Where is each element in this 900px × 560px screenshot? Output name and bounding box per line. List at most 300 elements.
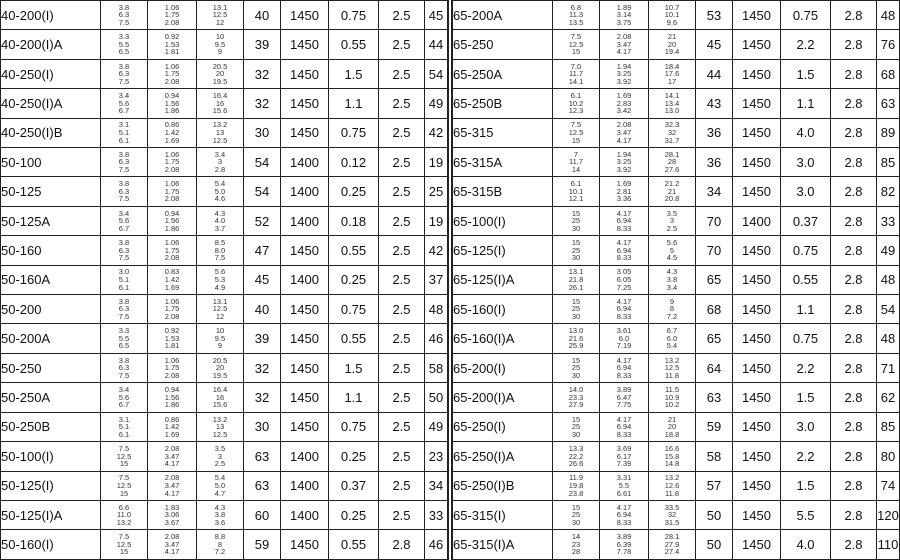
q-values-cell [553,177,600,206]
q-value: 3.3 [118,32,130,42]
npsh-cell: 2.8 [379,530,425,560]
table-row [1,442,448,471]
h-value: 0.83 [164,267,180,277]
p-value: 11.8 [664,370,680,380]
q-value: 5.6 [118,98,130,108]
p-value: 13.2 [664,355,680,365]
table-row [1,353,448,382]
q-value: 5.5 [118,333,130,343]
p-values-cell [649,177,696,206]
q-value: 5.6 [118,216,130,226]
p-value: 21 [667,186,677,196]
h-value: 0.94 [164,208,180,218]
w-cell: 82 [877,177,900,206]
npsh-cell: 2.8 [831,295,877,324]
p-value: 2.8 [214,165,226,175]
rpm-cell: 1450 [733,383,781,412]
h-value: 1.75 [164,245,180,255]
h-values-cell [148,383,197,412]
w-cell: 48 [877,265,900,294]
h-value: 2.08 [164,532,180,542]
q-values-cell [101,177,148,206]
hm-cell: 58 [696,442,733,471]
h-value: 1.75 [164,69,180,79]
model-cell: 50-125A [1,206,101,235]
kw-cell: 2.2 [781,30,831,59]
p-value: 3 [217,451,223,461]
npsh-cell: 2.5 [379,471,425,500]
p-value: 12.5 [212,304,228,314]
hm-cell: 30 [244,412,281,441]
h-value: 4.17 [616,208,632,218]
p-values-cell [197,530,244,560]
h-value: 3.92 [616,76,632,86]
p-value: 10.1 [664,10,680,20]
model-cell: 40-250(I) [1,59,101,88]
q-value: 6.3 [118,186,130,196]
q-values-cell [101,206,148,235]
rpm-cell: 1450 [733,265,781,294]
q-value: 7.5 [570,32,582,42]
p-values-cell [649,295,696,324]
w-cell: 63 [877,89,900,118]
npsh-cell: 2.8 [831,206,877,235]
p-value: 17 [667,76,677,86]
p-value: 5.6 [214,267,226,277]
kw-cell: 1.5 [781,383,831,412]
h-value: 4.17 [616,47,632,57]
hm-cell: 47 [244,236,281,265]
q-value: 7 [573,149,579,159]
p-value: 13.2 [664,473,680,483]
h-values-cell [600,148,649,177]
h-value: 3.47 [616,39,632,49]
p-value: 16.4 [212,91,228,101]
h-value: 4.17 [164,547,180,557]
p-value: 3.8 [666,275,678,285]
h-value: 1.86 [164,400,180,410]
hm-cell: 32 [244,383,281,412]
q-value: 13.3 [568,443,584,453]
q-value: 12.5 [568,128,584,138]
hm-cell: 63 [244,471,281,500]
w-cell: 48 [425,295,448,324]
w-cell: 58 [425,353,448,382]
q-value: 30 [571,253,581,263]
q-value: 3.1 [118,414,130,424]
p-value: 13 [215,422,225,432]
model-cell: 65-125(I) [453,236,553,265]
p-value: 4.6 [214,194,226,204]
p-value: 3 [669,216,675,226]
p-value: 3.5 [214,443,226,453]
npsh-cell: 2.5 [379,295,425,324]
table-row [453,353,900,382]
p-value: 12.5 [664,363,680,373]
rpm-cell: 1450 [281,59,329,88]
h-value: 1.69 [616,91,632,101]
p-value: 4.9 [214,282,226,292]
kw-cell: 3.0 [781,412,831,441]
p-value: 18.4 [664,61,680,71]
model-cell: 50-160 [1,236,101,265]
h-value: 2.08 [164,370,180,380]
p-value: 9 [217,341,223,351]
model-cell: 65-250 [453,30,553,59]
h-values-cell [148,236,197,265]
h-values-cell [600,500,649,529]
w-cell: 71 [877,353,900,382]
q-values-cell [553,442,600,471]
h-value: 3.69 [616,443,632,453]
q-values-cell [553,530,600,560]
p-value: 3.4 [214,149,226,159]
p-value: 9 [217,47,223,57]
p-value: 9.6 [666,18,678,27]
kw-cell: 0.75 [329,295,379,324]
q-value: 14 [571,165,581,175]
q-value: 3.0 [118,267,130,277]
h-value: 3.89 [616,385,632,395]
w-cell: 62 [877,383,900,412]
q-value: 26.1 [568,282,584,292]
q-values-cell [553,30,600,59]
h-value: 3.14 [616,10,632,20]
h-values-cell [600,177,649,206]
table-row [453,118,900,147]
h-value: 1.83 [164,502,180,512]
h-values-cell [148,206,197,235]
h-value: 3.67 [164,517,180,527]
table-row [453,265,900,294]
h-value: 1.75 [164,186,180,196]
kw-cell: 0.75 [329,1,379,30]
h-value: 1.75 [164,157,180,167]
table-row [453,148,900,177]
h-value: 3.47 [164,480,180,490]
q-value: 14 [571,532,581,542]
q-value: 7.5 [118,18,130,27]
hm-cell: 44 [696,59,733,88]
q-value: 7.5 [118,370,130,380]
q-values-cell [553,324,600,353]
p-value: 5.3 [214,275,226,285]
p-value: 12.5 [212,429,228,439]
p-values-cell [649,265,696,294]
q-value: 5.6 [118,392,130,402]
q-values-cell [553,148,600,177]
h-values-cell [600,59,649,88]
kw-cell: 1.5 [329,353,379,382]
q-value: 30 [571,429,581,439]
hm-cell: 54 [244,177,281,206]
rpm-cell: 1450 [733,442,781,471]
q-value: 7.5 [118,165,130,175]
h-value: 3.89 [616,532,632,542]
p-value: 16.6 [664,443,680,453]
h-value: 1.69 [616,179,632,189]
q-value: 6.7 [118,223,130,233]
w-cell: 33 [425,500,448,529]
q-value: 6.1 [118,135,130,145]
p-values-cell [197,177,244,206]
q-value: 25 [571,510,581,520]
w-cell: 42 [425,236,448,265]
rpm-cell: 1400 [281,471,329,500]
p-value: 4.0 [214,216,226,226]
q-value: 6.1 [570,179,582,189]
q-value: 30 [571,223,581,233]
p-values-cell [649,89,696,118]
h-value: 1.69 [164,429,180,439]
h-value: 4.17 [164,459,180,469]
npsh-cell: 2.8 [831,1,877,30]
npsh-cell: 2.5 [379,89,425,118]
q-value: 6.8 [570,2,582,12]
p-value: 8.0 [214,245,226,255]
q-value: 3.4 [118,91,130,101]
p-value: 31.5 [664,517,680,527]
h-value: 4.17 [616,355,632,365]
w-cell: 49 [425,412,448,441]
p-value: 16.4 [212,385,228,395]
table-row [453,89,900,118]
q-values-cell [101,30,148,59]
kw-cell: 1.5 [329,59,379,88]
p-value: 5.0 [214,480,226,490]
hm-cell: 34 [696,177,733,206]
table-row [1,89,448,118]
p-value: 27.6 [664,165,680,175]
h-value: 0.92 [164,326,180,336]
model-cell: 50-160A [1,265,101,294]
rpm-cell: 1450 [733,412,781,441]
w-cell: 76 [877,30,900,59]
q-value: 7.5 [570,120,582,130]
h-value: 8.33 [616,312,632,322]
rpm-cell: 1400 [281,442,329,471]
p-value: 15.6 [212,106,228,116]
p-value: 33.5 [664,502,680,512]
q-value: 11.3 [568,10,584,20]
rpm-cell: 1400 [281,148,329,177]
p-value: 10.7 [664,2,680,12]
table-row [1,236,448,265]
h-value: 3.47 [616,128,632,138]
p-values-cell [649,353,696,382]
p-values-cell [197,206,244,235]
q-value: 15 [571,238,581,248]
q-values-cell [101,118,148,147]
hm-cell: 39 [244,324,281,353]
kw-cell: 1.5 [781,471,831,500]
q-value: 7.5 [118,312,130,322]
p-values-cell [649,471,696,500]
p-value: 28.1 [664,149,680,159]
w-cell: 54 [877,295,900,324]
p-value: 31.7 [664,135,680,145]
q-value: 10.2 [568,98,584,108]
p-value: 5 [669,245,675,255]
q-values-cell [101,500,148,529]
h-value: 3.36 [616,194,632,204]
table-row [453,471,900,500]
p-value: 7.2 [666,312,678,322]
h-value: 4.17 [616,414,632,424]
h-value: 2.83 [616,98,632,108]
w-cell: 110 [877,530,900,560]
model-cell: 65-160(I)A [453,324,553,353]
h-value: 4.17 [616,238,632,248]
w-cell: 33 [877,206,900,235]
table-row [1,30,448,59]
q-value: 13.0 [568,326,584,336]
table-row [453,383,900,412]
model-cell: 50-250 [1,353,101,382]
model-cell: 50-125(I) [1,471,101,500]
kw-cell: 0.37 [781,206,831,235]
q-value: 13.1 [568,267,584,277]
h-value: 1.81 [164,47,180,57]
hm-cell: 32 [244,353,281,382]
p-value: 10 [215,32,225,42]
q-values-cell [553,89,600,118]
p-value: 6.7 [666,326,678,336]
h-value: 6.94 [616,422,632,432]
h-value: 6.94 [616,245,632,255]
p-value: 13.2 [212,120,228,130]
p-value: 10 [215,326,225,336]
hm-cell: 36 [696,148,733,177]
model-cell: 50-100(I) [1,442,101,471]
h-value: 1.75 [164,363,180,373]
h-value: 2.08 [164,253,180,263]
p-value: 7.2 [214,547,226,557]
table-row [1,265,448,294]
h-values-cell [600,206,649,235]
q-value: 13.2 [116,517,132,527]
h-value: 8.33 [616,223,632,233]
p-values-cell [649,530,696,560]
h-value: 2.08 [616,120,632,130]
npsh-cell: 2.5 [379,265,425,294]
kw-cell: 0.25 [329,500,379,529]
hm-cell: 65 [696,324,733,353]
q-value: 22.2 [568,451,584,461]
p-values-cell [197,1,244,30]
hm-cell: 32 [244,89,281,118]
q-value: 6.3 [118,304,130,314]
table-row [453,236,900,265]
h-values-cell [148,265,197,294]
p-value: 3.5 [666,208,678,218]
h-values-cell [148,471,197,500]
q-value: 15 [571,296,581,306]
p-value: 27.9 [664,539,680,549]
kw-cell: 3.0 [781,148,831,177]
model-cell: 40-200(I)A [1,30,101,59]
rpm-cell: 1450 [733,295,781,324]
p-values-cell [197,353,244,382]
q-value: 15 [571,208,581,218]
kw-cell: 0.75 [329,118,379,147]
h-values-cell [600,412,649,441]
h-values-cell [148,148,197,177]
model-cell: 65-200A [453,1,553,30]
kw-cell: 0.55 [781,265,831,294]
kw-cell: 0.12 [329,148,379,177]
hm-cell: 68 [696,295,733,324]
model-cell: 50-200A [1,324,101,353]
p-value: 4.3 [214,208,226,218]
h-value: 6.47 [616,392,632,402]
h-value: 1.06 [164,355,180,365]
rpm-cell: 1450 [733,148,781,177]
kw-cell: 5.5 [781,500,831,529]
q-value: 27.9 [568,400,584,410]
h-value: 5.5 [618,480,630,490]
p-value: 15.6 [212,400,228,410]
hm-cell: 32 [244,59,281,88]
q-value: 25 [571,216,581,226]
npsh-cell: 2.8 [831,148,877,177]
p-value: 13.0 [664,106,680,116]
q-value: 25.9 [568,341,584,351]
model-cell: 65-315(I) [453,500,553,529]
hm-cell: 64 [696,353,733,382]
q-value: 15 [571,414,581,424]
q-values-cell [101,324,148,353]
p-value: 2.5 [214,459,226,469]
p-value: 7.5 [214,253,226,263]
p-values-cell [649,1,696,30]
q-values-cell [553,295,600,324]
h-value: 2.08 [164,165,180,175]
rpm-cell: 1450 [733,30,781,59]
kw-cell: 0.37 [329,471,379,500]
p-value: 13.1 [212,296,228,306]
hm-cell: 40 [244,295,281,324]
w-cell: 120 [877,500,900,529]
q-value: 19.8 [568,480,584,490]
kw-cell: 0.75 [781,324,831,353]
npsh-cell: 2.8 [831,530,877,560]
w-cell: 37 [425,265,448,294]
h-value: 1.42 [164,128,180,138]
h-value: 6.94 [616,304,632,314]
p-values-cell [649,118,696,147]
h-value: 6.39 [616,539,632,549]
q-value: 25 [571,304,581,314]
table-row [453,442,900,471]
rpm-cell: 1450 [281,530,329,560]
p-value: 12.5 [212,135,228,145]
w-cell: 19 [425,206,448,235]
q-value: 12.5 [568,39,584,49]
p-value: 21 [667,414,677,424]
h-value: 1.06 [164,2,180,12]
p-value: 21.2 [664,179,680,189]
p-value: 16 [215,98,225,108]
h-value: 1.06 [164,61,180,71]
h-values-cell [148,89,197,118]
rpm-cell: 1400 [281,500,329,529]
p-value: 4.3 [214,502,226,512]
w-cell: 25 [425,177,448,206]
npsh-cell: 2.8 [831,89,877,118]
p-value: 20 [215,363,225,373]
h-values-cell [148,442,197,471]
